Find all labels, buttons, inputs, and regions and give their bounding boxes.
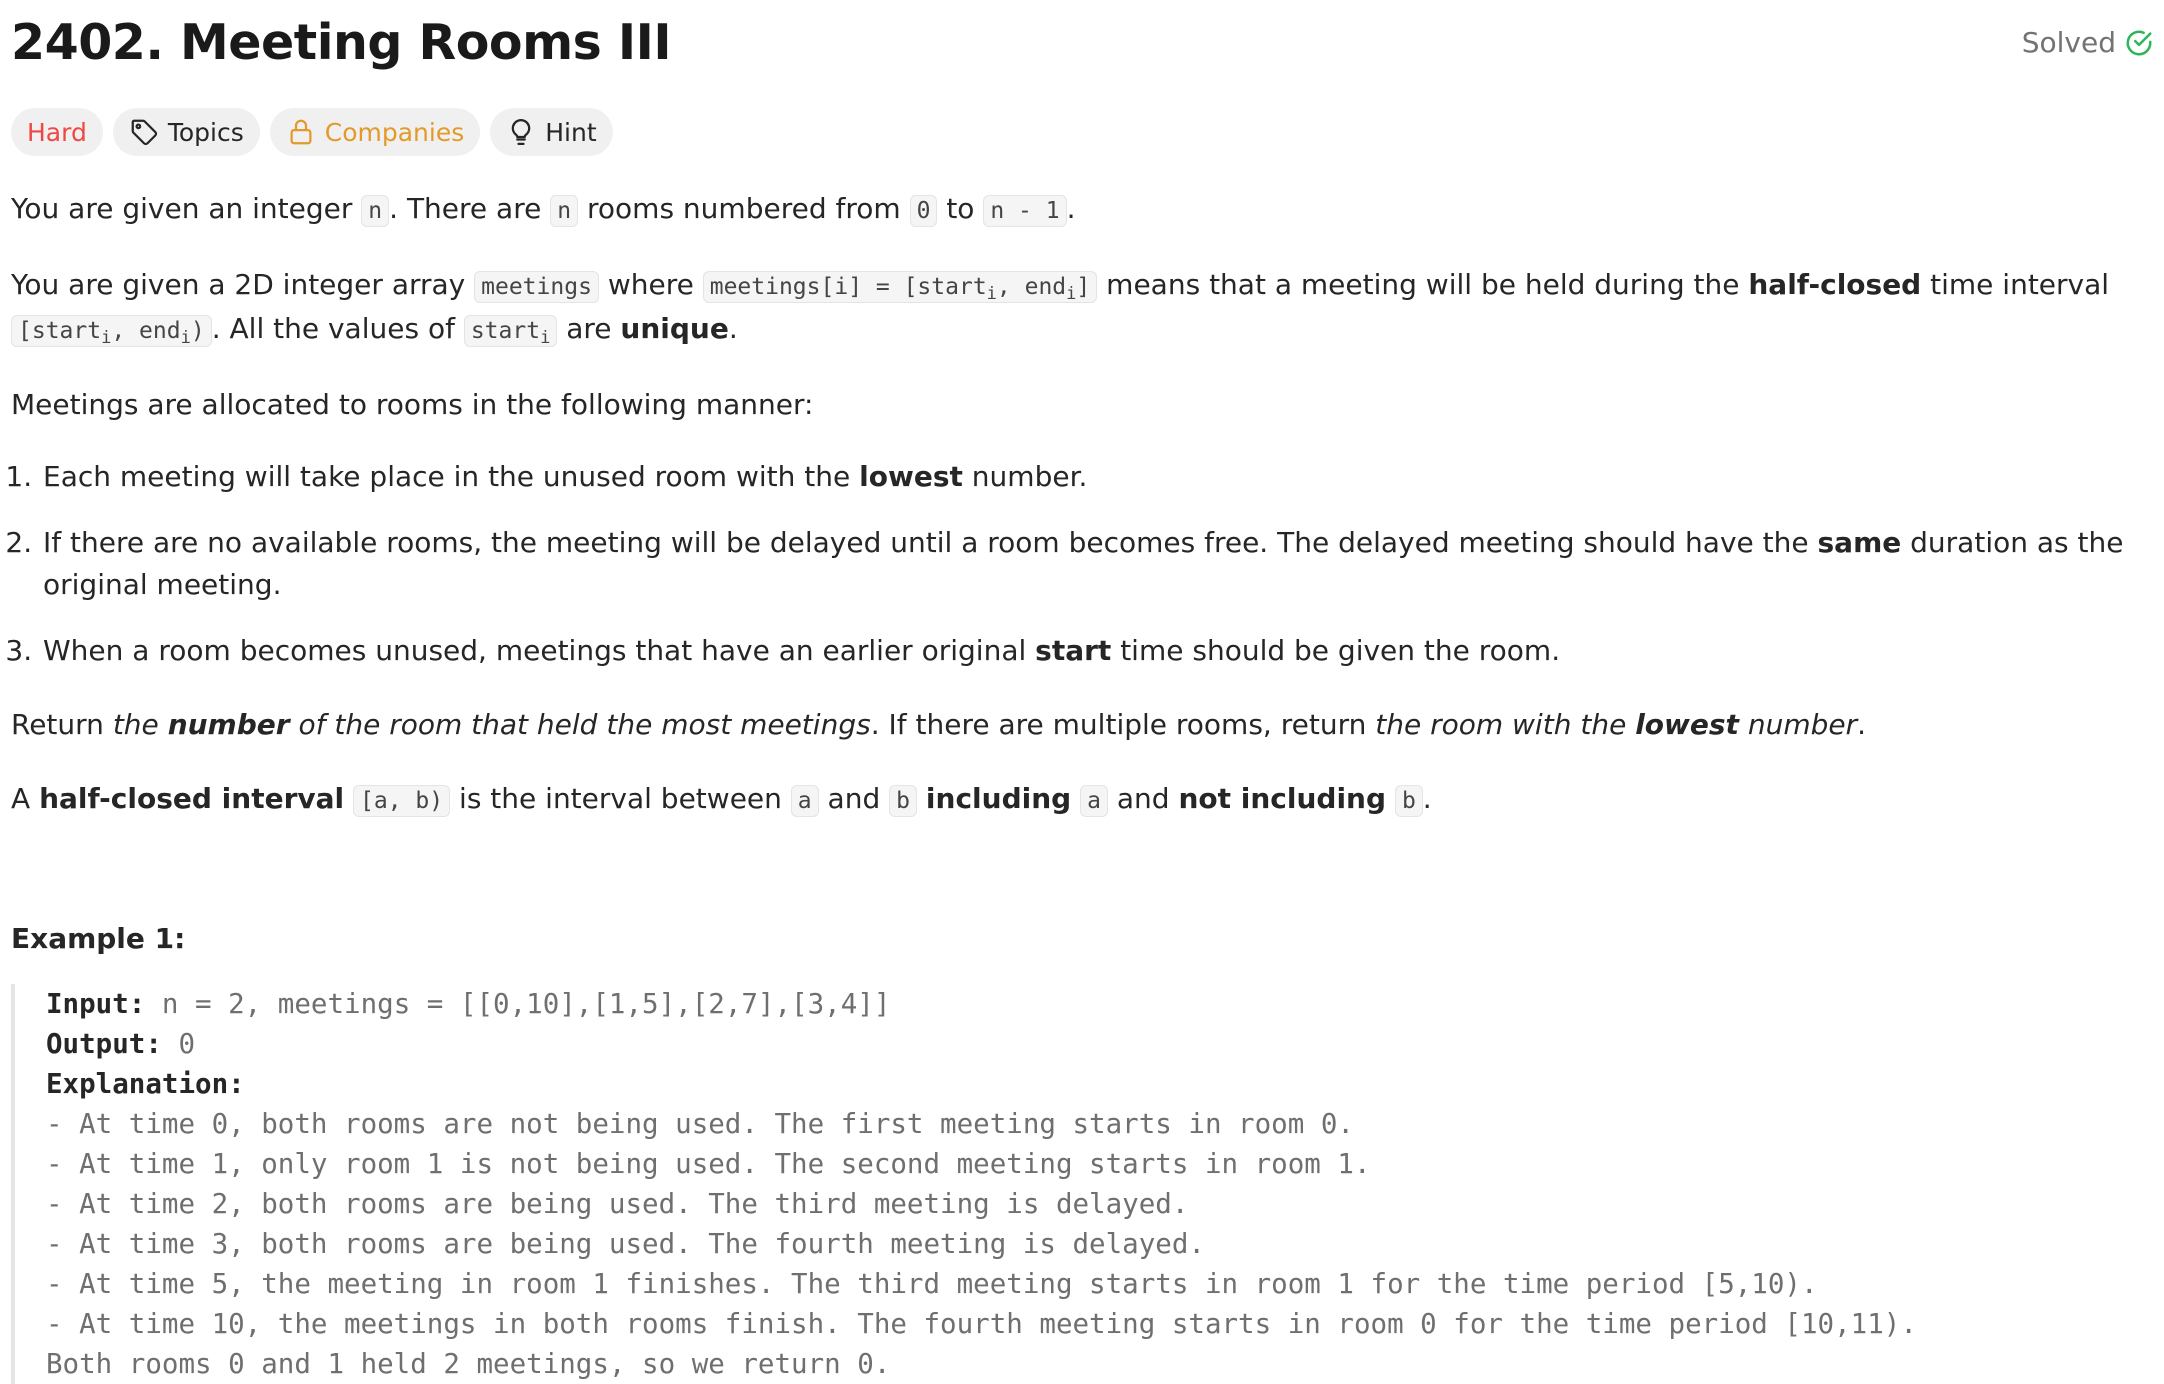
lock-icon	[286, 117, 316, 147]
code-inline: n	[550, 195, 578, 227]
bold-text: lowest	[859, 460, 963, 493]
code-text: ]	[1076, 274, 1091, 300]
explanation-line: - At time 1, only room 1 is not being used. The second meeting starts in room 1.	[46, 1148, 1371, 1180]
text	[917, 782, 926, 815]
text: and	[1107, 782, 1179, 815]
companies-tag[interactable]	[270, 108, 481, 156]
code-inline: meetings	[474, 271, 599, 303]
bold-text: not including	[1178, 782, 1387, 815]
bold-text: half-closed interval	[39, 782, 345, 815]
text: You are given a 2D integer array	[11, 268, 475, 301]
subscript: i	[540, 328, 551, 348]
italic-text: of the room that held the most meetings	[289, 708, 871, 741]
example-input	[46, 984, 2151, 1024]
explanation-label: Explanation:	[46, 1068, 245, 1100]
code-inline: b	[889, 785, 917, 817]
explanation-line: Both rooms 0 and 1 held 2 meetings, so we return 0.	[46, 1348, 891, 1380]
example-title: Example 1:	[11, 922, 186, 955]
input-value: n = 2, meetings = [[0,10],[1,5],[2,7],[3,4]]	[145, 988, 891, 1020]
list-item	[41, 522, 2151, 606]
text: is the interval between	[450, 782, 791, 815]
problem-title: 2402. Meeting Rooms III	[11, 14, 672, 71]
companies-label: Companies	[324, 117, 465, 147]
code-text: )	[190, 318, 205, 344]
subscript: i	[1066, 284, 1077, 304]
solved-status	[2022, 26, 2154, 59]
bold-italic-text: number	[167, 708, 290, 741]
tag-icon	[129, 117, 159, 147]
solved-label: Solved	[2021, 26, 2116, 59]
paragraph-allocation: Meetings are allocated to rooms in the following manner:	[11, 388, 814, 421]
lightbulb-icon	[506, 117, 536, 147]
text: Each meeting will take place in the unused room with the	[43, 460, 860, 493]
explanation-line: - At time 0, both rooms are not being used. The first meeting starts in room 0.	[46, 1108, 1354, 1140]
subscript: i	[101, 328, 112, 348]
input-label: Input:	[46, 988, 146, 1020]
output-label: Output:	[46, 1028, 162, 1060]
code-text: , end	[996, 274, 1067, 300]
code-inline: 0	[910, 195, 938, 227]
text: to	[937, 192, 984, 225]
rules-list	[11, 456, 2151, 672]
example-explanation	[46, 1064, 2151, 1104]
text: Return	[11, 708, 113, 741]
explanation-line: - At time 2, both rooms are being used. The third meeting is delayed.	[46, 1188, 1189, 1220]
bold-text: unique	[620, 312, 729, 345]
code-inline	[464, 315, 558, 347]
text: When a room becomes unused, meetings that have an earlier original	[43, 634, 1036, 667]
check-circle-icon	[2124, 28, 2154, 58]
topics-label: Topics	[167, 117, 244, 147]
text: .	[1857, 708, 1867, 741]
output-value: 0	[161, 1028, 196, 1060]
text: are	[557, 312, 621, 345]
paragraph-rooms	[11, 188, 2151, 232]
example-block	[11, 984, 2151, 1384]
problem-description	[11, 188, 2151, 1384]
paragraph-return	[11, 704, 2151, 746]
code-text: start	[470, 318, 541, 344]
code-text: [start	[18, 318, 102, 344]
paragraph-interval	[11, 778, 2151, 822]
tag-bar	[11, 108, 613, 156]
text: time should be given the room.	[1111, 634, 1561, 667]
code-inline: a	[791, 785, 819, 817]
difficulty-tag[interactable]	[11, 108, 103, 156]
text: rooms numbered from	[578, 192, 910, 225]
text: means that a meeting will be held during the	[1097, 268, 1749, 301]
text: where	[598, 268, 703, 301]
text: . If there are multiple rooms, return	[870, 708, 1376, 741]
text: . There are	[389, 192, 551, 225]
code-inline: [a, b)	[353, 785, 450, 817]
text: duration as the original meeting.	[43, 526, 2124, 601]
topics-tag[interactable]	[113, 108, 260, 156]
paragraph-meetings	[11, 264, 2151, 352]
italic-text: number	[1738, 708, 1858, 741]
text	[344, 782, 353, 815]
text	[1386, 782, 1395, 815]
bold-text: half-closed	[1748, 268, 1922, 301]
text: and	[818, 782, 890, 815]
italic-text: the room with the	[1375, 708, 1636, 741]
code-text: meetings[i] = [start	[709, 274, 987, 300]
bold-italic-text: lowest	[1635, 708, 1739, 741]
explanation-line: - At time 10, the meetings in both rooms finish. The fourth meeting starts in room 0 for the time period [10,11).	[46, 1308, 1917, 1340]
text: number.	[962, 460, 1088, 493]
text: time interval	[1921, 268, 2110, 301]
hint-tag[interactable]	[490, 108, 612, 156]
subscript: i	[986, 284, 997, 304]
code-inline: n - 1	[983, 195, 1066, 227]
hint-label: Hint	[545, 117, 597, 147]
code-inline: b	[1395, 785, 1423, 817]
example-output	[46, 1024, 2151, 1064]
text	[1071, 782, 1080, 815]
code-inline: n	[361, 195, 389, 227]
explanation-line: - At time 3, both rooms are being used. The fourth meeting is delayed.	[46, 1228, 1205, 1260]
code-text: , end	[111, 318, 181, 344]
text: If there are no available rooms, the meeting will be delayed until a room becomes free. The delayed meeting should have the	[43, 526, 1818, 559]
text: .	[1066, 192, 1076, 225]
difficulty-label: Hard	[27, 117, 87, 147]
code-inline	[11, 315, 212, 347]
italic-text: the	[112, 708, 168, 741]
bold-text: same	[1817, 526, 1902, 559]
text: .	[728, 312, 738, 345]
text: You are given an integer	[11, 192, 362, 225]
text: A	[11, 782, 40, 815]
bold-text: including	[925, 782, 1072, 815]
text: .	[1422, 782, 1432, 815]
list-item	[41, 630, 2151, 672]
bold-text: start	[1035, 634, 1112, 667]
explanation-line: - At time 5, the meeting in room 1 finishes. The third meeting starts in room 1 for the time period [5,10).	[46, 1268, 1818, 1300]
text: . All the values of	[211, 312, 464, 345]
list-item	[41, 456, 2151, 498]
subscript: i	[180, 328, 191, 348]
code-inline: a	[1080, 785, 1108, 817]
code-inline	[703, 271, 1098, 303]
